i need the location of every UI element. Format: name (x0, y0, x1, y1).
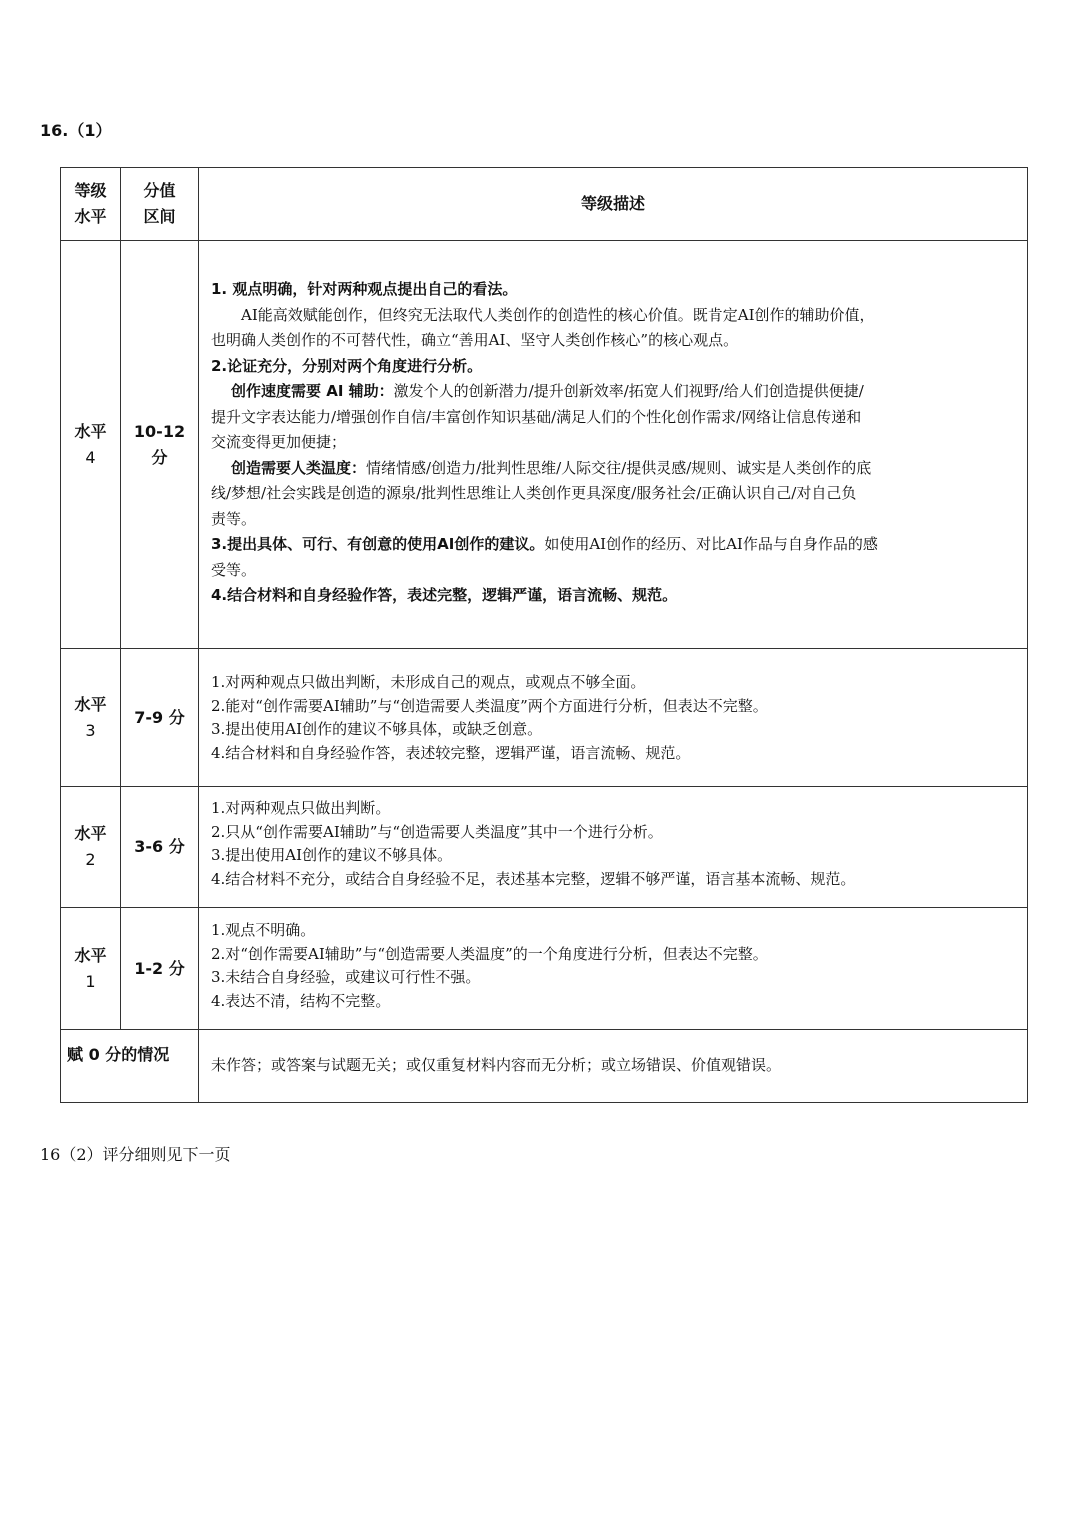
criterion-2a-text: 交流变得更加便捷； (211, 433, 347, 451)
list-item: 4.结合材料和自身经验作答，表述较完整，逻辑严谨，语言流畅、规范。 (211, 743, 691, 762)
criterion-2a: 创作速度需要 AI 辅助：激发个人的创新潜力/提升创新效率/拓宽人们视野/给人们创造提供便捷/ (231, 382, 864, 400)
level-label: 水平 4 (61, 241, 121, 649)
list-item: 3.提出使用AI创作的建议不够具体。 (211, 846, 453, 864)
list-item: 4.结合材料不充分，或结合自身经验不足，表述基本完整，逻辑不够严谨，语言基本流畅、规范。 (211, 869, 856, 888)
score-range: 3-6 分 (121, 787, 199, 908)
list-item: 1.观点不明确。 (211, 921, 316, 939)
header-score: 分值 区间 (121, 168, 199, 241)
table-row-level-4 (61, 241, 1028, 649)
level-label: 水平 2 (61, 787, 121, 908)
level-description (199, 787, 1028, 908)
list-item: 2.只从“创作需要AI辅助”与“创造需要人类温度”其中一个进行分析。 (211, 822, 663, 841)
criterion-2-title: 2.论证充分，分别对两个角度进行分析。 (211, 356, 483, 375)
list-item: 4.表达不清，结构不完整。 (211, 991, 391, 1010)
criterion-3-text: 受等。 (211, 560, 257, 579)
header-description: 等级描述 (199, 168, 1028, 241)
score-range: 10-12 分 (121, 241, 199, 649)
score-range: 1-2 分 (121, 908, 199, 1030)
table-row-zero-score (61, 1030, 1028, 1103)
criterion-2b: 创造需要人类温度：情绪情感/创造力/批判性思维/人际交往/提供灵感/规则、诚实是人类创作的底 (231, 458, 872, 477)
list-item: 3.未结合自身经验，或建议可行性不强。 (211, 968, 481, 986)
score-range: 7-9 分 (121, 649, 199, 787)
criterion-3: 3.提出具体、可行、有创意的使用AI创作的建议。如使用AI创作的经历、对比AI作品与自身作品的感 (211, 535, 878, 553)
table-row-level-2 (61, 787, 1028, 908)
criterion-2b-text: 线/梦想/社会实践是创造的源泉/批判性思维让人类创作更具深度/服务社会/正确认识自己/对自己负 (211, 484, 857, 502)
criterion-2a-text: 提升文字表达能力/增强创作自信/丰富创作知识基础/满足人们的个性化创作需求/网络让信息传递和 (211, 407, 862, 426)
level-label: 水平 1 (61, 908, 121, 1030)
list-item: 2.对“创作需要AI辅助”与“创造需要人类温度”的一个角度进行分析，但表达不完整。 (211, 944, 768, 963)
zero-score-description: 未作答；或答案与试题无关；或仅重复材料内容而无分析；或立场错误、价值观错误。 (199, 1030, 1028, 1103)
list-item: 1.对两种观点只做出判断。 (211, 799, 391, 817)
list-item: 3.提出使用AI创作的建议不够具体，或缺乏创意。 (211, 720, 543, 738)
table-header-row (61, 168, 1028, 241)
level-description (199, 241, 1028, 649)
level-description (199, 908, 1028, 1030)
criterion-1-text: 也明确人类创作的不可替代性，确立“善用AI、坚守人类创作核心”的核心观点。 (211, 331, 739, 349)
list-item: 1.对两种观点只做出判断，未形成自己的观点，或观点不够全面。 (211, 673, 646, 691)
table-row-level-3 (61, 649, 1028, 787)
zero-score-label: 赋 0 分的情况 (61, 1030, 199, 1103)
question-title: 16.（1） (40, 121, 112, 140)
level-label: 水平 3 (61, 649, 121, 787)
table-row-level-1 (61, 908, 1028, 1030)
criterion-2b-text: 责等。 (211, 509, 257, 528)
criterion-1-title: 1. 观点明确，针对两种观点提出自己的看法。 (211, 280, 518, 298)
criterion-4-title: 4.结合材料和自身经验作答，表述完整，逻辑严谨，语言流畅、规范。 (211, 586, 678, 604)
footer-note: 16（2）评分细则见下一页 (40, 1145, 231, 1164)
header-level: 等级 水平 (61, 168, 121, 241)
list-item: 2.能对“创作需要AI辅助”与“创造需要人类温度”两个方面进行分析，但表达不完整。 (211, 696, 768, 715)
level-description (199, 649, 1028, 787)
rubric-table (60, 167, 1028, 1103)
criterion-1-text: AI能高效赋能创作，但终究无法取代人类创作的创造性的核心价值。既肯定AI创作的辅助价值， (241, 305, 875, 324)
